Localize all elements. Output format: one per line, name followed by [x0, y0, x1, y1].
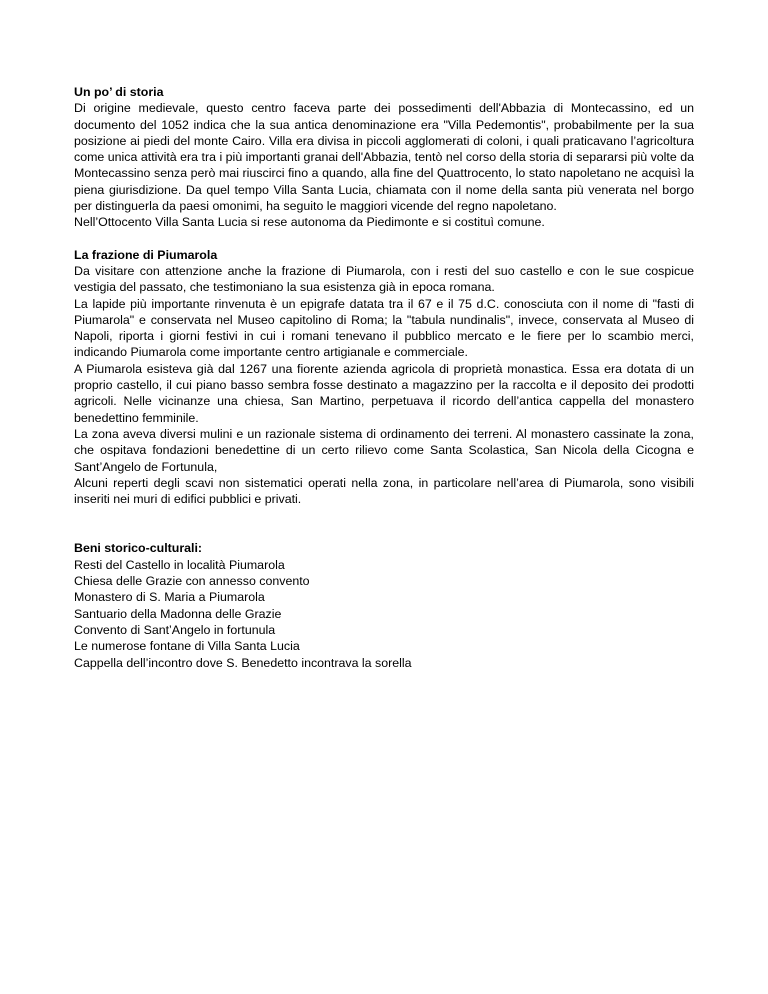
section-title-beni: Beni storico-culturali: [74, 541, 203, 556]
section-title-storia: Un po’ di storia [74, 85, 164, 99]
list-item: Le numerose fontane di Villa Santa Lucia [74, 639, 300, 654]
list-item: Convento di Sant’Angelo in fortunula [74, 622, 276, 637]
list-item: Monastero di S. Maria a Piumarola [74, 590, 265, 605]
list-item: Resti del Castello in località Piumarola [74, 557, 285, 572]
section-title-piumarola: La frazione di Piumarola [74, 247, 218, 262]
list-item: Santuario della Madonna delle Grazie [74, 606, 282, 621]
document-page [74, 84, 694, 671]
paragraph: La lapide più importante rinvenuta è un epigrafe datata tra il 67 e il 75 d.C. conosciuta con il nome di "fasti di Piumarola" e conservata nel Museo capitolino di Roma; la "tabula nundinalis", invece, conservata al Museo di Napoli, riporta i giorni festivi in cui i romani tenevano il pubblico mercato e le fiere per lo scambio merci, indicando Piumarola come importante centro artigianale e commerciale. [74, 296, 694, 360]
list-item: Chiesa delle Grazie con annesso convento [74, 574, 310, 589]
section-beni [74, 540, 694, 670]
paragraph: La zona aveva diversi mulini e un razionale sistema di ordinamento dei terreni. Al monastero cassinate la zona, che ospitava fondazioni benedettine di un certo rilievo come Santa Scolastica, San Nicola della Cicogna e Sant’Angelo de Fortunula, [74, 426, 694, 474]
list-item: Cappella dell’incontro dove S. Benedetto incontrava la sorella [74, 655, 412, 670]
paragraph: Alcuni reperti degli scavi non sistematici operati nella zona, in particolare nell’area di Piumarola, sono visibili inseriti nei muri di edifici pubblici e privati. [74, 475, 694, 507]
beni-list [74, 557, 694, 671]
paragraph: A Piumarola esisteva già dal 1267 una fiorente azienda agricola di proprietà monastica. Essa era dotata di un proprio castello, il cui piano basso sembra fosse destinato a magazzino per la raccolta e il deposito dei prodotti agricoli. Nelle vicinanze una chiesa, San Martino, perpetuava il ricordo dell’antica cappella del monastero benedettino femminile. [74, 361, 694, 425]
paragraph: Di origine medievale, questo centro faceva parte dei possedimenti dell'Abbazia di Montecassino, ed un documento del 1052 indica che la sua antica denominazione era "Villa Pedemontis", probabilmente per la sua posizione ai piedi del monte Cairo. Villa era divisa in piccoli agglomerati di coloni, i quali praticavano l’agricoltura come unica attività era tra i più importanti granai dell'Abbazia, tentò nel corso della storia di separarsi più volte da Montecassino senza però mai riuscirci fino a quando, alla fine del Quattrocento, lo stato napoletano ne acquisì la piena giurisdizione. Da quel tempo Villa Santa Lucia, chiamata con il nome della santa più venerata nel borgo per distinguerla da paesi omonimi, ha seguito le maggiori vicende del regno napoletano. [74, 101, 694, 214]
paragraph: Nell’Ottocento Villa Santa Lucia si rese autonoma da Piedimonte e si costituì comune. [74, 215, 545, 230]
paragraph: Da visitare con attenzione anche la frazione di Piumarola, con i resti del suo castello e con le sue cospicue vestigia del passato, che testimoniano la sua esistenza già in epoca romana. [74, 263, 694, 295]
section-piumarola [74, 247, 694, 508]
section-storia [74, 84, 694, 231]
